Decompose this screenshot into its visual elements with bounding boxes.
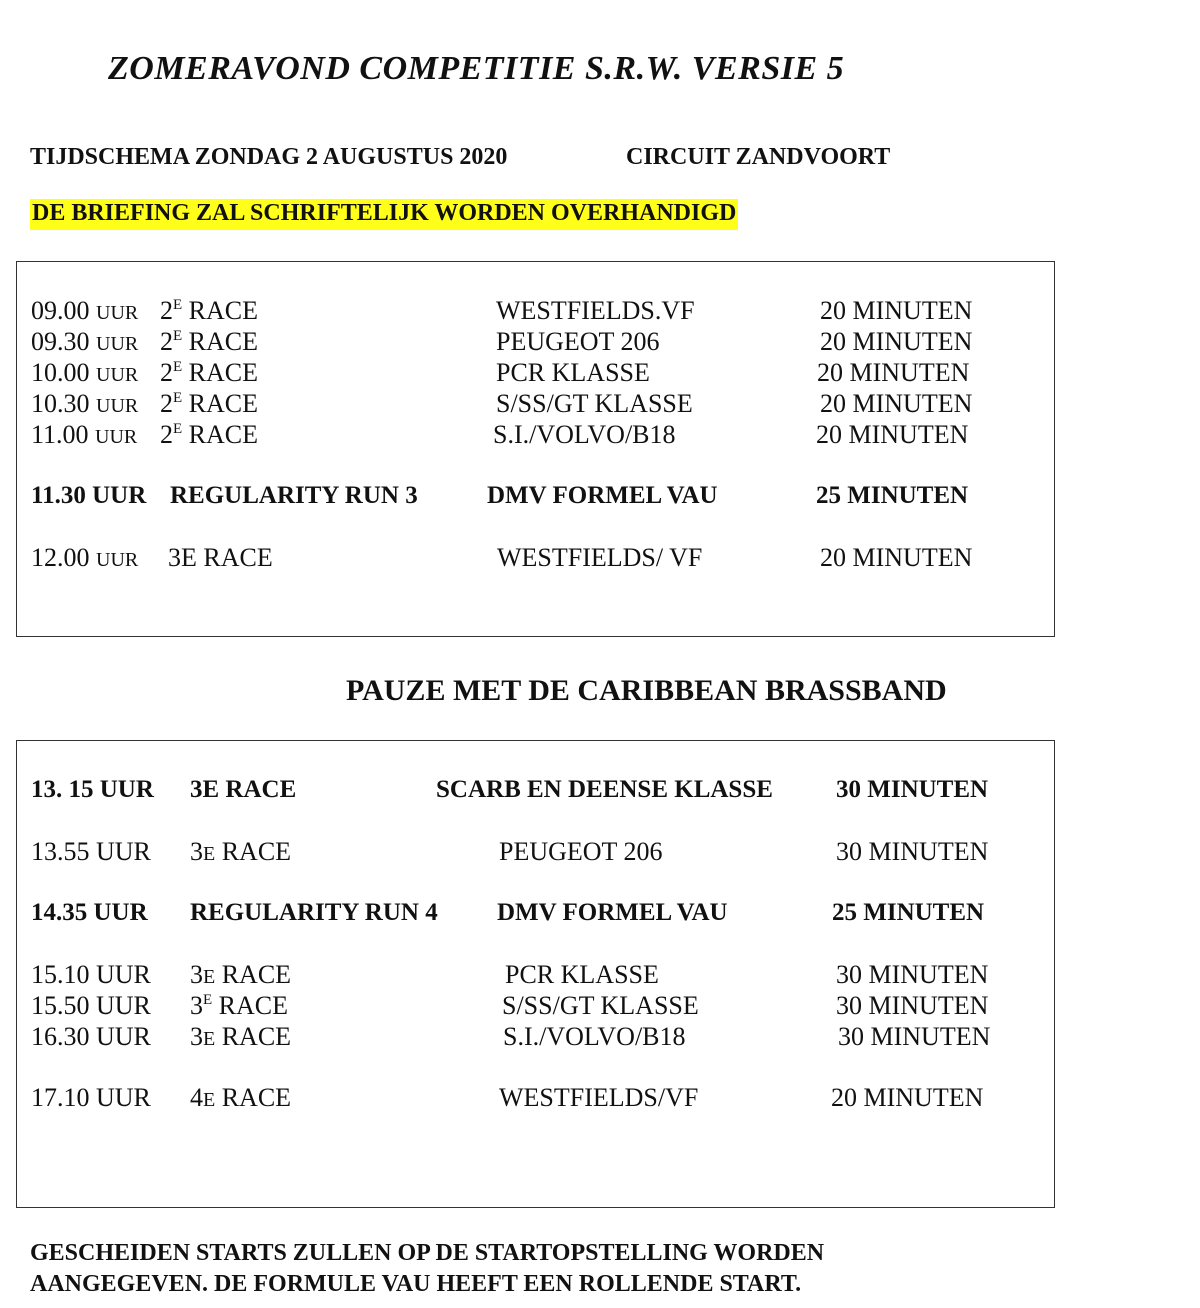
- race-class: SCARB EN DEENSE KLASSE: [436, 776, 773, 803]
- race-duration: 20 MINUTEN: [816, 420, 969, 449]
- race-class: WESTFIELDS/VF: [499, 1083, 699, 1112]
- race-duration: 30 MINUTEN: [836, 776, 989, 803]
- schedule-time: 10.30 UUR: [31, 389, 139, 418]
- race-duration: 25 MINUTEN: [832, 899, 985, 926]
- race-label: $2^E$ RACE: [160, 296, 259, 325]
- pause-announcement: PAUZE MET DE CARIBBEAN BRASSBAND: [346, 674, 947, 707]
- race-class: PCR KLASSE: [505, 960, 659, 989]
- schedule-time: 10.00 UUR: [31, 358, 139, 387]
- race-duration: 30 MINUTEN: [836, 991, 989, 1020]
- schedule-time: 09.30 UUR: [31, 327, 139, 356]
- race-label: 4E RACE: [190, 1083, 292, 1112]
- race-label: 3E RACE: [168, 543, 273, 572]
- race-class: DMV FORMEL VAU: [497, 899, 728, 926]
- race-class: PEUGEOT 206: [496, 327, 660, 356]
- schedule-time: 12.00 UUR: [31, 543, 139, 572]
- schedule-time: 13.55 UUR: [31, 837, 151, 866]
- race-class: S.I./VOLVO/B18: [493, 420, 676, 449]
- race-label: $2^E$ RACE: [160, 389, 259, 418]
- race-duration: 20 MINUTEN: [820, 296, 973, 325]
- race-duration: 20 MINUTEN: [820, 543, 973, 572]
- race-label: $2^E$ RACE: [160, 358, 259, 387]
- race-duration: 20 MINUTEN: [820, 389, 973, 418]
- schedule-time: 11.00 UUR: [31, 420, 138, 449]
- footer-note-line-2: AANGEGEVEN. DE FORMULE VAU HEEFT EEN ROLLENDE START.: [30, 1271, 802, 1297]
- race-duration: 30 MINUTEN: [836, 837, 989, 866]
- schedule-time: 16.30 UUR: [31, 1022, 151, 1051]
- document-title: ZOMERAVOND COMPETITIE S.R.W. VERSIE 5: [108, 50, 845, 87]
- schedule-time: 15.10 UUR: [31, 960, 151, 989]
- schedule-time: 13. 15 UUR: [31, 776, 154, 803]
- footer-note-line-1: GESCHEIDEN STARTS ZULLEN OP DE STARTOPSTELLING WORDEN: [30, 1240, 825, 1266]
- race-class: S/SS/GT KLASSE: [502, 991, 699, 1020]
- schedule-time: 17.10 UUR: [31, 1083, 151, 1112]
- race-class: WESTFIELDS/ VF: [497, 543, 703, 572]
- race-duration: 20 MINUTEN: [817, 358, 970, 387]
- race-class: PCR KLASSE: [496, 358, 650, 387]
- race-duration: 20 MINUTEN: [820, 327, 973, 356]
- race-duration: 30 MINUTEN: [838, 1022, 991, 1051]
- race-duration: 25 MINUTEN: [816, 482, 969, 509]
- race-label: 3E RACE: [190, 776, 297, 803]
- race-class: S/SS/GT KLASSE: [496, 389, 693, 418]
- race-label: $3^E$ RACE: [190, 991, 289, 1020]
- briefing-notice: DE BRIEFING ZAL SCHRIFTELIJK WORDEN OVERHANDIGD: [30, 199, 738, 230]
- schedule-date: TIJDSCHEMA ZONDAG 2 AUGUSTUS 2020: [30, 144, 508, 170]
- race-duration: 20 MINUTEN: [831, 1083, 984, 1112]
- race-class: PEUGEOT 206: [499, 837, 663, 866]
- regularity-run-label: REGULARITY RUN 4: [190, 899, 438, 926]
- race-class: WESTFIELDS.VF: [496, 296, 695, 325]
- race-label: $2^E$ RACE: [160, 420, 259, 449]
- race-label: 3E RACE: [190, 837, 292, 866]
- schedule-time: 11.30 UUR: [31, 482, 147, 509]
- race-duration: 30 MINUTEN: [836, 960, 989, 989]
- schedule-time: 15.50 UUR: [31, 991, 151, 1020]
- race-label: 3E RACE: [190, 960, 292, 989]
- schedule-time: 09.00 UUR: [31, 296, 139, 325]
- regularity-run-label: REGULARITY RUN 3: [170, 482, 418, 509]
- circuit-name: CIRCUIT ZANDVOORT: [626, 144, 891, 170]
- race-label: $2^E$ RACE: [160, 327, 259, 356]
- schedule-time: 14.35 UUR: [31, 899, 148, 926]
- race-class: S.I./VOLVO/B18: [503, 1022, 686, 1051]
- race-class: DMV FORMEL VAU: [487, 482, 718, 509]
- race-label: 3E RACE: [190, 1022, 292, 1051]
